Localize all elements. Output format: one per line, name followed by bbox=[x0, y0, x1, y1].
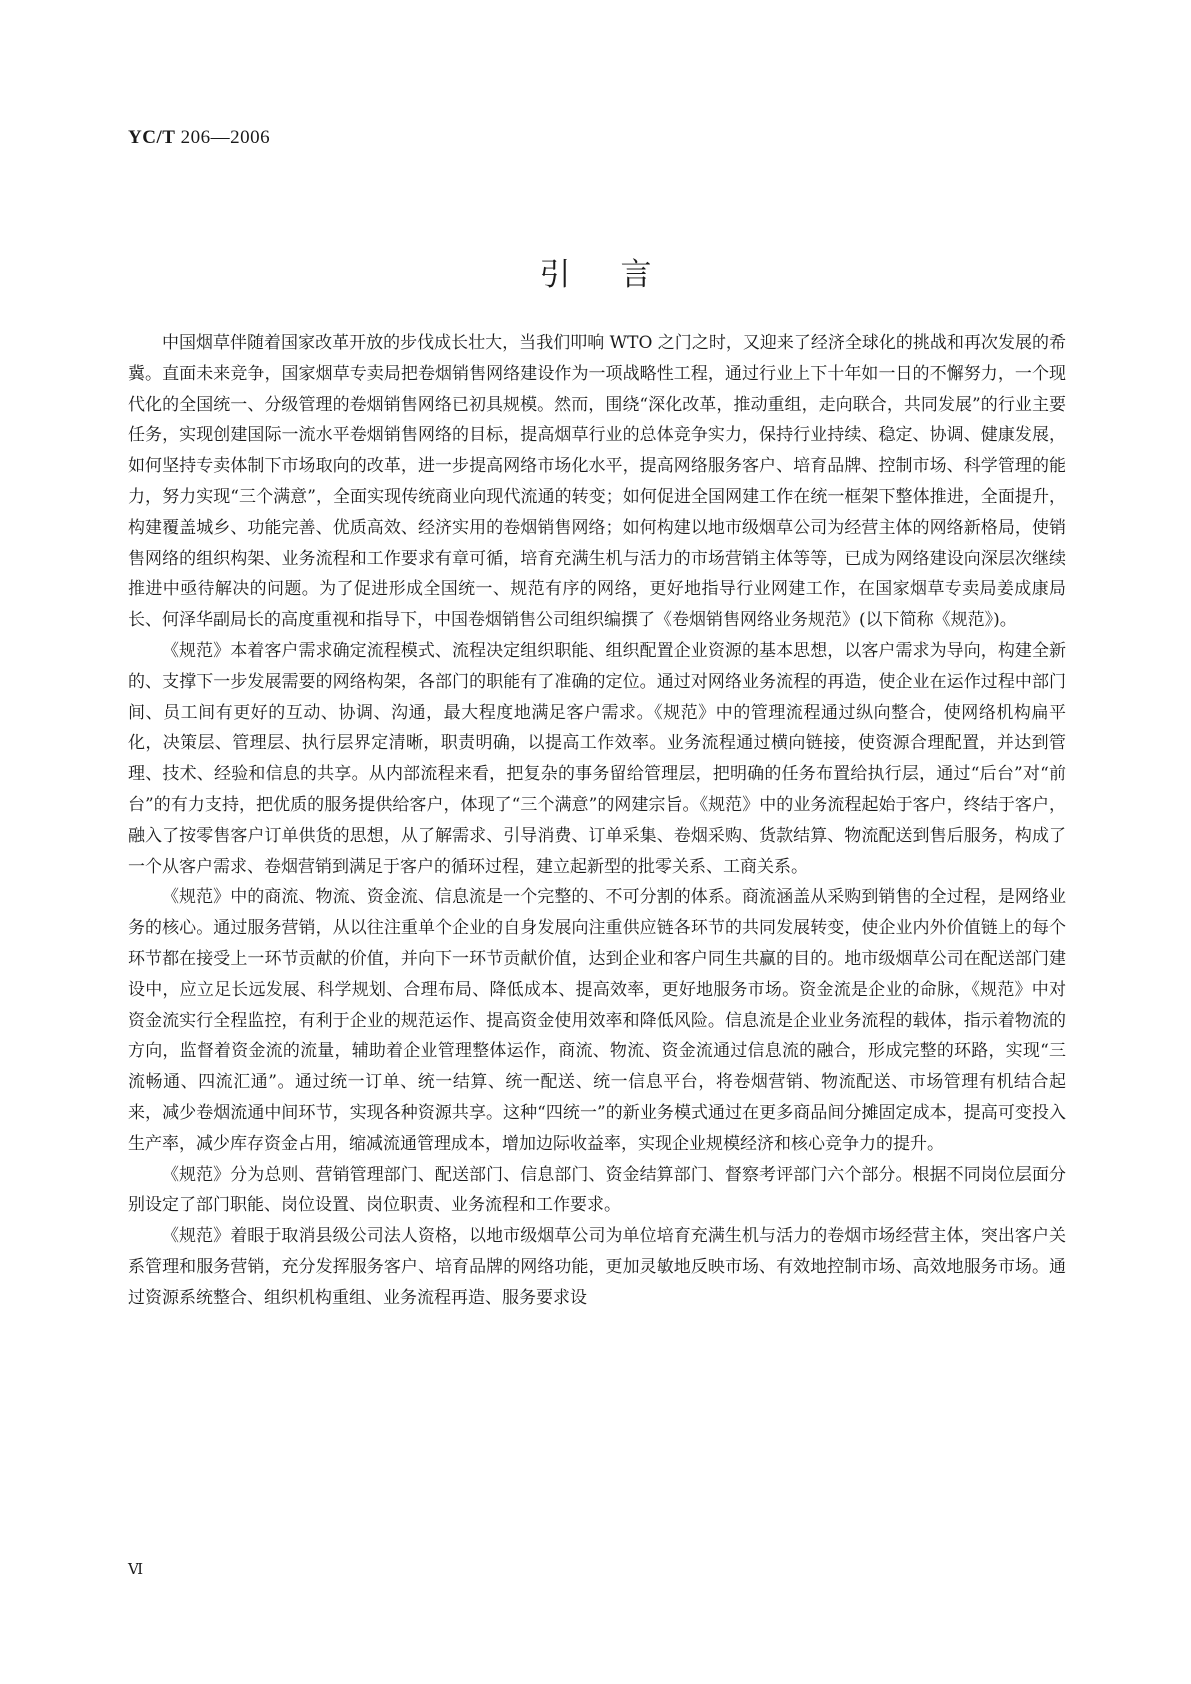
standard-number: 206—2006 bbox=[180, 127, 271, 148]
paragraph-4: 《规范》分为总则、营销管理部门、配送部门、信息部门、资金结算部门、督察考评部门六个部分。根据不同岗位层面分别设定了部门职能、岗位设置、岗位职责、业务流程和工作要求。 bbox=[128, 1164, 1066, 1216]
page-number: Ⅵ bbox=[128, 1562, 144, 1578]
section-title: 引言 bbox=[539, 256, 702, 293]
paragraph-5: 《规范》着眼于取消县级公司法人资格，以地市级烟草公司为单位培育充满生机与活力的卷烟市场经营主体，突出客户关系管理和服务营销，充分发挥服务客户、培育品牌的网络功能，更加灵敏地反映市场、有效地控制市场、高效地服务市场。通过资源系统整合、组织机构重组、业务流程再造、服务要求设 bbox=[128, 1226, 1066, 1308]
document-code bbox=[128, 127, 270, 149]
paragraph-3: 《规范》中的商流、物流、资金流、信息流是一个完整的、不可分割的体系。商流涵盖从采购到销售的全过程，是网络业务的核心。通过服务营销，从以往注重单个企业的自身发展向注重供应链各环节的共同发展转变，使企业内外价值链上的每个环节都在接受上一环节贡献的价值，并向下一环节贡献价值，达到企业和客户同生共赢的目的。地市级烟草公司在配送部门建设中，应立足长远发展、科学规划、合理布局、降低成本、提高效率，更好地服务市场。资金流是企业的命脉，《规范》中对资金流实行全程监控，有利于企业的规范运作、提高资金使用效率和降低风险。信息流是企业业务流程的载体，指示着物流的方向，监督着资金流的流量，辅助着企业管理整体运作，商流、物流、资金流通过信息流的融合，形成完整的环路，实现“三流畅通、四流汇通”。通过统一订单、统一结算、统一配送、统一信息平台，将卷烟营销、物流配送、市场管理有机结合起来，减少卷烟流通中间环节，实现各种资源共享。这种“四统一”的新业务模式通过在更多商品间分摊固定成本，提高可变投入生产率，减少库存资金占用，缩减流通管理成本，增加边际收益率，实现企业规模经济和核心竞争力的提升。 bbox=[128, 887, 1066, 1154]
standard-code: YC/T bbox=[128, 127, 176, 148]
paragraph-2: 《规范》本着客户需求确定流程模式、流程决定组织职能、组织配置企业资源的基本思想，以客户需求为导向，构建全新的、支撑下一步发展需要的网络构架，各部门的职能有了准确的定位。通过对网络业务流程的再造，使企业在运作过程中部门间、员工间有更好的互动、协调、沟通，最大程度地满足客户需求。《规范》中的管理流程通过纵向整合，使网络机构扁平化，决策层、管理层、执行层界定清晰，职责明确，以提高工作效率。业务流程通过横向链接，使资源合理配置，并达到管理、技术、经验和信息的共享。从内部流程来看，把复杂的事务留给管理层，把明确的任务布置给执行层，通过“后台”对“前台”的有力支持，把优质的服务提供给客户，体现了“三个满意”的网建宗旨。《规范》中的业务流程起始于客户，终结于客户，融入了按零售客户订单供货的思想，从了解需求、引导消费、订单采集、卷烟采购、货款结算、物流配送到售后服务，构成了一个从客户需求、卷烟营销到满足于客户的循环过程，建立起新型的批零关系、工商关系。 bbox=[128, 640, 1066, 877]
paragraph-1: 中国烟草伴随着国家改革开放的步伐成长壮大，当我们叩响 WTO 之门之时，又迎来了经济全球化的挑战和再次发展的希冀。直面未来竞争，国家烟草专卖局把卷烟销售网络建设作为一项战略性工程，通过行业上下十年如一日的不懈努力，一个现代化的全国统一、分级管理的卷烟销售网络已初具规模。然而，围绕“深化改革，推动重组，走向联合，共同发展”的行业主要任务，实现创建国际一流水平卷烟销售网络的目标，提高烟草行业的总体竞争实力，保持行业持续、稳定、协调、健康发展，如何坚持专卖体制下市场取向的改革，进一步提高网络市场化水平，提高网络服务客户、培育品牌、控制市场、科学管理的能力，努力实现“三个满意”，全面实现传统商业向现代流通的转变；如何促进全国网建工作在统一框架下整体推进，全面提升，构建覆盖城乡、功能完善、优质高效、经济实用的卷烟销售网络；如何构建以地市级烟草公司为经营主体的网络新格局，使销售网络的组织构架、业务流程和工作要求有章可循，培育充满生机与活力的市场营销主体等等，已成为网络建设向深层次继续推进中亟待解决的问题。为了促进形成全国统一、规范有序的网络，更好地指导行业网建工作，在国家烟草专卖局姜成康局长、何泽华副局长的高度重视和指导下，中国卷烟销售公司组织编撰了《卷烟销售网络业务规范》(以下简称《规范》)。 bbox=[128, 333, 1066, 631]
body-text bbox=[128, 328, 1066, 1314]
